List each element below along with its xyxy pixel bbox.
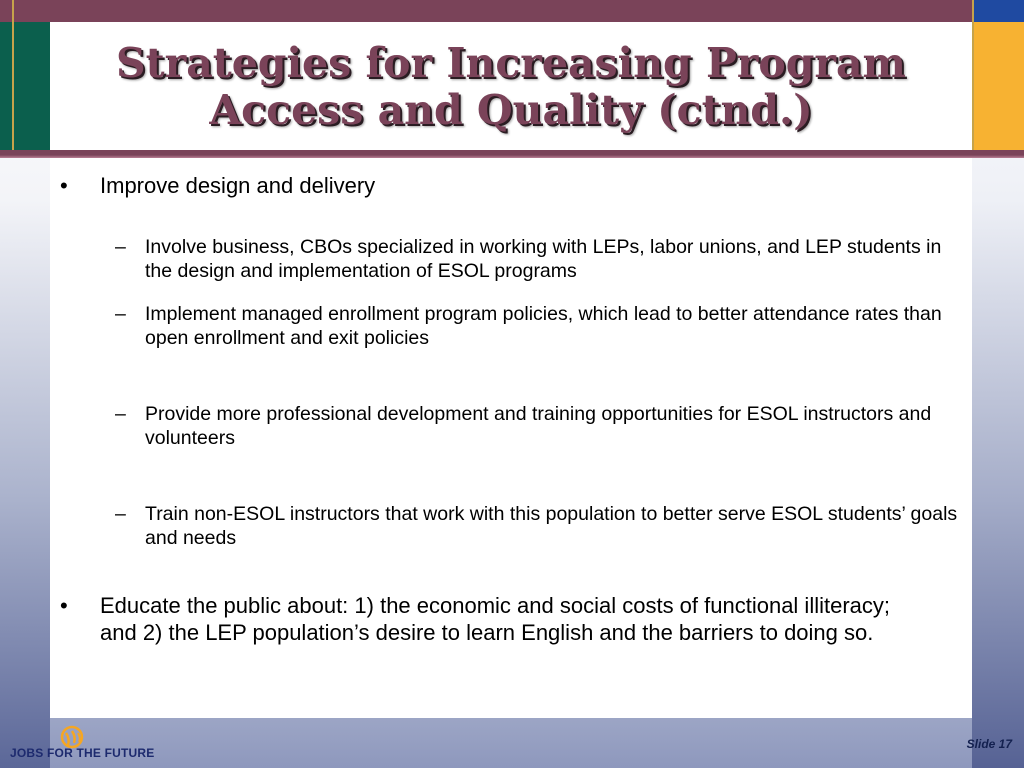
dash-mark: – [115, 303, 126, 325]
sub-bullet-text: Implement managed enrollment program policies, which lead to better attendance rates than open enrollment and exit policies [145, 303, 942, 349]
gold-accent-block [972, 22, 1024, 150]
gold-accent-line-left [12, 0, 14, 150]
sub-bullet-item [60, 502, 970, 550]
sub-bullet-text: Involve business, CBOs specialized in working with LEPs, labor unions, and LEP students in the design and implementation of ESOL programs [145, 236, 942, 282]
blue-accent-block [972, 0, 1024, 22]
logo-text: JOBS FOR THE FUTURE [10, 746, 155, 760]
bullet-item [60, 172, 970, 199]
sub-bullet-text: Train non-ESOL instructors that work with this population to better serve ESOL students’ goals and needs [145, 503, 958, 549]
bullet-text: Educate the public about: 1) the economic and social costs of functional illiteracy; and 2) the LEP population’s desire to learn English and the barriers to doing so. [100, 593, 891, 645]
sub-bullet-item [60, 235, 970, 283]
sub-bullet-text: Provide more professional development and training opportunities for ESOL instructors and volunteers [145, 403, 932, 449]
bullet-item [60, 592, 970, 646]
slide-title: Strategies for Increasing Program Access and Quality (ctnd.) [116, 39, 906, 134]
sub-bullet-item [60, 402, 970, 450]
bullet-mark: • [60, 593, 68, 618]
gold-accent-line-right [972, 0, 974, 150]
top-bar [0, 0, 1024, 22]
dash-mark: – [115, 403, 126, 425]
green-accent-block [0, 22, 50, 150]
dash-mark: – [115, 236, 126, 258]
bullet-list [60, 172, 970, 646]
title-underline-band [0, 150, 1024, 158]
dash-mark: – [115, 503, 126, 525]
slide-number: Slide 17 [966, 737, 1012, 751]
bullet-text: Improve design and delivery [100, 173, 376, 198]
bullet-mark: • [60, 173, 68, 198]
sub-bullet-item [60, 302, 970, 350]
